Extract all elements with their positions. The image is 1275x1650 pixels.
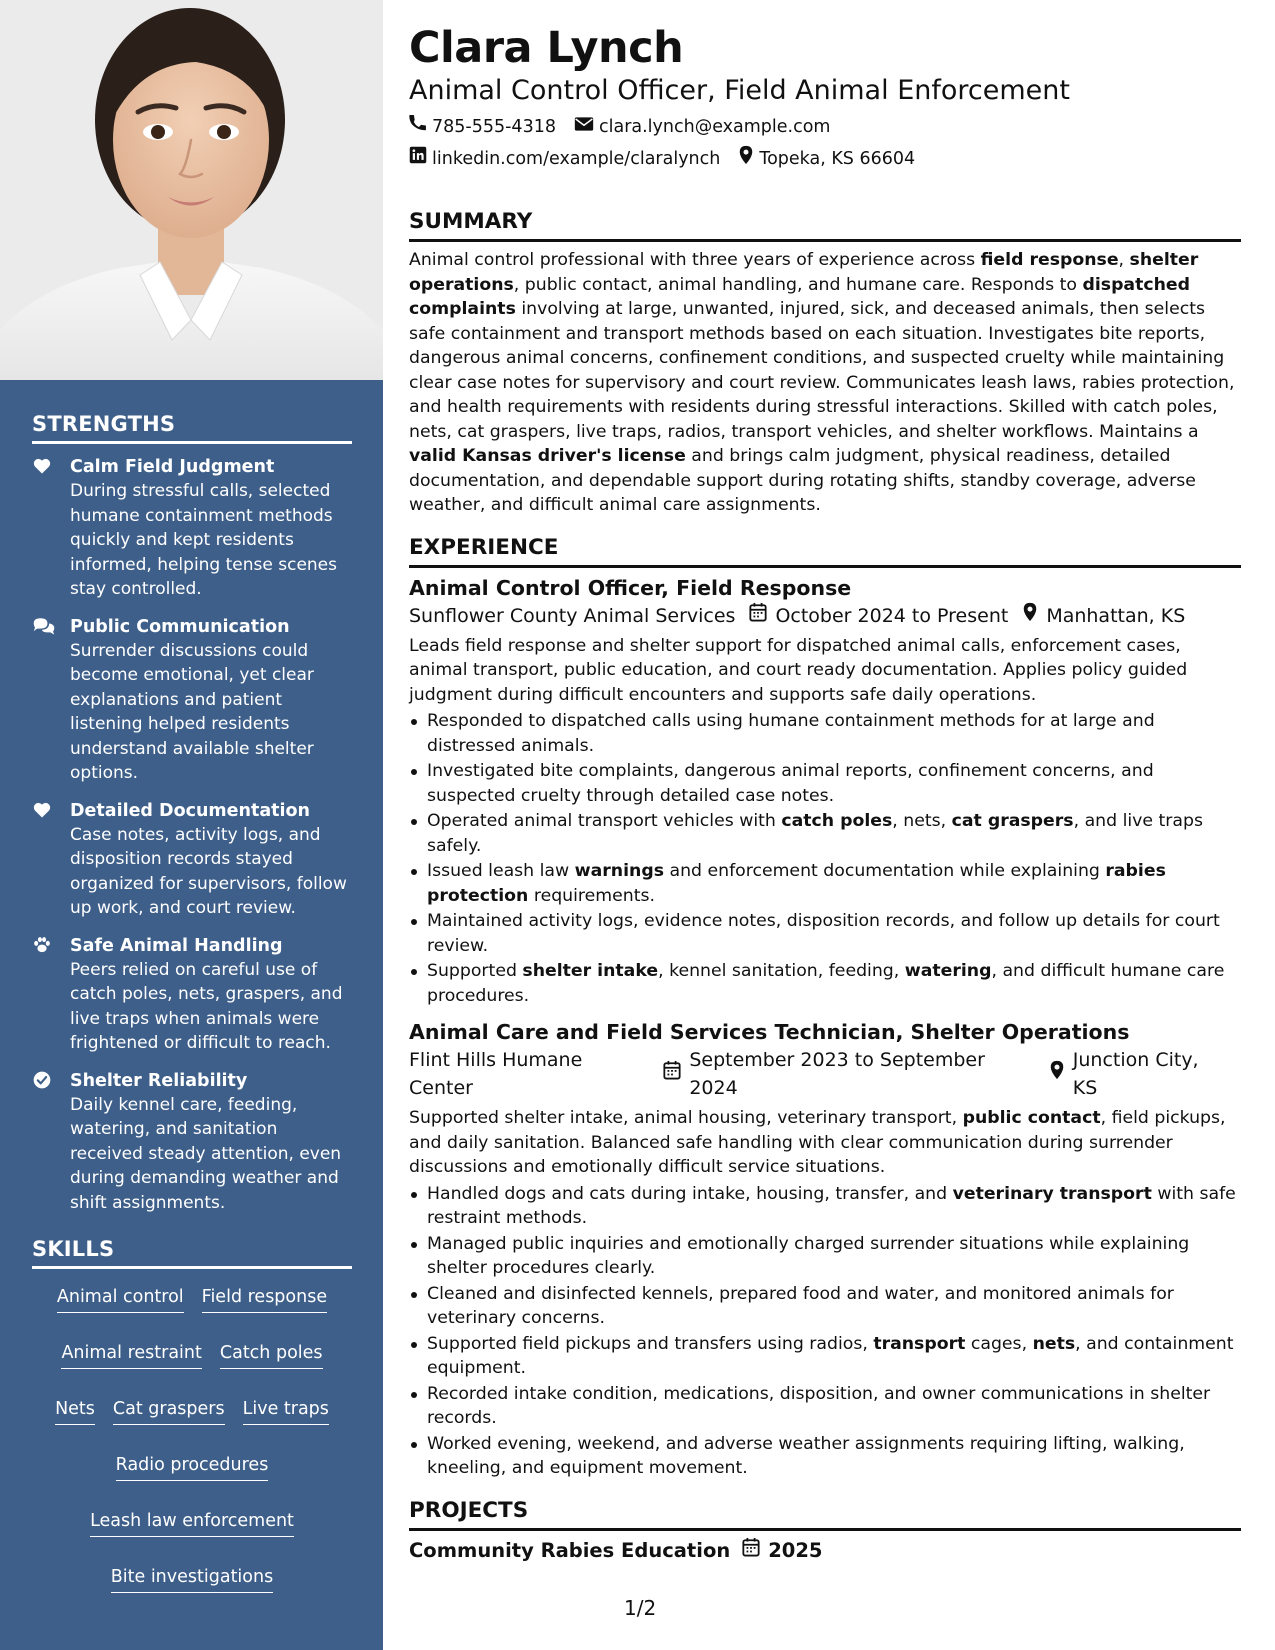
- candidate-name: Clara Lynch: [409, 23, 684, 73]
- skill-tag: Catch poles: [220, 1341, 323, 1369]
- list-item: Recorded intake condition, medications, disposition, and owner communications in shelter records.: [409, 1382, 1241, 1431]
- location-text: Topeka, KS 66604: [759, 148, 916, 169]
- heart-icon: [32, 456, 54, 478]
- main-column: [409, 22, 1241, 1565]
- job-summary: Leads field response and shelter support for dispatched animal calls, enforcement cases, animal transport, public education, and court ready documentation. Applies policy guided judgment during difficult encounters and supports safe daily operations.: [409, 635, 1188, 705]
- summary-heading: SUMMARY: [409, 208, 1241, 242]
- skills-heading: SKILLS: [32, 1237, 352, 1269]
- skill-tag: Radio procedures: [116, 1453, 269, 1481]
- strength-title: Public Communication: [70, 616, 290, 637]
- project-entry: [409, 1537, 1241, 1565]
- strength-item: [32, 1070, 352, 1216]
- company-name: Flint Hills Humane Center: [409, 1049, 583, 1099]
- projects-heading: PROJECTS: [409, 1497, 1241, 1531]
- skills-list: [32, 1281, 352, 1593]
- job-entry: [409, 1018, 1241, 1481]
- job-bullets: [409, 1182, 1241, 1481]
- experience-heading: EXPERIENCE: [409, 534, 1241, 568]
- strength-item: [32, 616, 352, 786]
- job-bullets: [409, 709, 1241, 1008]
- strengths-heading: STRENGTHS: [32, 412, 352, 444]
- strength-item: [32, 456, 352, 602]
- list-item: Handled dogs and cats during intake, housing, transfer, and veterinary transport with safe restraint methods.: [409, 1182, 1241, 1231]
- strength-item: [32, 935, 352, 1056]
- strength-description: Daily kennel care, feeding, watering, and sanitation received steady attention, even during demanding weather and shift assignments.: [70, 1094, 342, 1213]
- map-pin-icon: [1022, 602, 1046, 630]
- email-address[interactable]: clara.lynch@example.com: [598, 116, 831, 137]
- project-name: Community Rabies Education: [409, 1538, 731, 1562]
- calendar-icon: [749, 602, 775, 630]
- job-location: Manhattan, KS: [1022, 602, 1185, 630]
- list-item: Managed public inquiries and emotionally charged surrender situations while explaining shelter procedures clearly.: [409, 1232, 1241, 1281]
- strength-description: Case notes, activity logs, and disposition records stayed organized for supervisors, follow up work, and court review.: [70, 824, 347, 918]
- strength-title: Detailed Documentation: [70, 800, 311, 821]
- list-item: Responded to dispatched calls using humane containment methods for at large and distressed animals.: [409, 709, 1241, 758]
- job-summary: Supported shelter intake, animal housing, veterinary transport, public contact, field pickups, and daily sanitation. Balanced safe handling with clear communication during surrender discussions and emotionally difficult service situations.: [409, 1108, 1226, 1177]
- job-title: Animal Care and Field Services Technician, Shelter Operations: [409, 1020, 1130, 1044]
- portrait-illustration: [0, 0, 383, 380]
- candidate-title: Animal Control Officer, Field Animal Enforcement: [409, 75, 1070, 106]
- job-dates: September 2023 to September 2024: [663, 1046, 1034, 1102]
- strength-title: Calm Field Judgment: [70, 457, 275, 477]
- skill-tag: Nets: [55, 1397, 95, 1425]
- job-title: Animal Control Officer, Field Response: [409, 575, 852, 600]
- strength-title: Safe Animal Handling: [70, 935, 283, 956]
- contact-row: [409, 145, 1241, 172]
- strength-description: Surrender discussions could become emotional, yet clear explanations and patient listening helped residents understand available shelter options.: [70, 640, 314, 783]
- list-item: Investigated bite complaints, dangerous animal reports, confinement concerns, and suspected cruelty through detailed case notes.: [409, 759, 1241, 808]
- profile-photo: [0, 0, 383, 380]
- job-entry: [409, 574, 1241, 1009]
- phone-contact: [409, 114, 556, 139]
- skill-tag: Animal restraint: [61, 1341, 201, 1369]
- company-name: Sunflower County Animal Services: [409, 604, 736, 627]
- job-meta: [409, 602, 1241, 630]
- sidebar: [0, 0, 383, 1650]
- job-dates: October 2024 to Present: [749, 602, 1008, 630]
- map-pin-icon: [738, 145, 759, 172]
- project-year: 2025: [768, 1538, 823, 1562]
- linkedin-icon: [409, 146, 432, 171]
- chat-bubbles-icon: [32, 616, 54, 638]
- strength-description: During stressful calls, selected humane containment methods quickly and kept residents informed, helping tense scenes stay controlled.: [70, 481, 338, 599]
- list-item: Maintained activity logs, evidence notes, disposition records, and follow up details for court review.: [409, 909, 1241, 958]
- summary-text: Animal control professional with three years of experience across field response, shelter operations, public contact, animal handling, and humane care. Responds to dispatched complaints involving at large, unwanted, injured, sick, and deceased animals, then selects safe containment and transport methods based on each situation. Investigates bite reports, dangerous animal concerns, confinement conditions, and suspected cruelty while maintaining clear case notes for supervisory and court review. Communicates leash laws, rabies protection, and health requirements with residents during stressful interactions. Skilled with catch poles, nets, cat graspers, live traps, radios, transport vehicles, and shelter workflows. Maintains a valid Kansas driver's license and brings calm judgment, physical readiness, detailed documentation, and dependable support during rotating shifts, standby coverage, adverse weather, and difficult animal care assignments.: [409, 250, 1235, 515]
- skill-tag: Bite investigations: [111, 1565, 273, 1593]
- sidebar-content: [32, 412, 352, 1593]
- list-item: Operated animal transport vehicles with catch poles, nets, cat graspers, and live traps safely.: [409, 809, 1241, 858]
- email-contact: [574, 115, 830, 139]
- linkedin-url[interactable]: linkedin.com/example/claralynch: [432, 148, 721, 169]
- strength-item: [32, 800, 352, 921]
- contact-row: [409, 114, 1241, 139]
- check-circle-icon: [32, 1070, 54, 1092]
- calendar-icon: [730, 1537, 768, 1565]
- skill-tag: Leash law enforcement: [90, 1509, 294, 1537]
- paw-icon: [32, 935, 54, 957]
- list-item: Cleaned and disinfected kennels, prepared food and water, and monitored animals for veterinary concerns.: [409, 1282, 1241, 1331]
- heart-icon: [32, 800, 54, 822]
- list-item: Issued leash law warnings and enforcement documentation while explaining rabies protection requirements.: [409, 859, 1241, 908]
- map-pin-icon: [1049, 1060, 1073, 1088]
- skill-tag: Cat graspers: [113, 1397, 225, 1425]
- strength-description: Peers relied on careful use of catch poles, nets, graspers, and live traps when animals were frightened or difficult to reach.: [70, 959, 343, 1053]
- linkedin-contact: [409, 146, 720, 171]
- skill-tag: Field response: [202, 1285, 327, 1313]
- calendar-icon: [663, 1060, 689, 1088]
- envelope-icon: [574, 115, 599, 139]
- skill-tag: Live traps: [243, 1397, 329, 1425]
- list-item: Worked evening, weekend, and adverse weather assignments requiring lifting, walking, kneeling, and equipment movement.: [409, 1432, 1241, 1481]
- location-contact: [738, 145, 915, 172]
- skill-tag: Animal control: [57, 1285, 184, 1313]
- job-meta: [409, 1046, 1241, 1102]
- list-item: Supported shelter intake, kennel sanitation, feeding, watering, and difficult humane care procedures.: [409, 959, 1241, 1008]
- page-number: 1/2: [624, 1596, 657, 1620]
- job-location: Junction City, KS: [1049, 1046, 1227, 1102]
- list-item: Supported field pickups and transfers using radios, transport cages, nets, and containment equipment.: [409, 1332, 1241, 1381]
- phone-icon: [409, 114, 432, 139]
- strength-title: Shelter Reliability: [70, 1070, 248, 1091]
- phone-number[interactable]: 785-555-4318: [432, 116, 556, 137]
